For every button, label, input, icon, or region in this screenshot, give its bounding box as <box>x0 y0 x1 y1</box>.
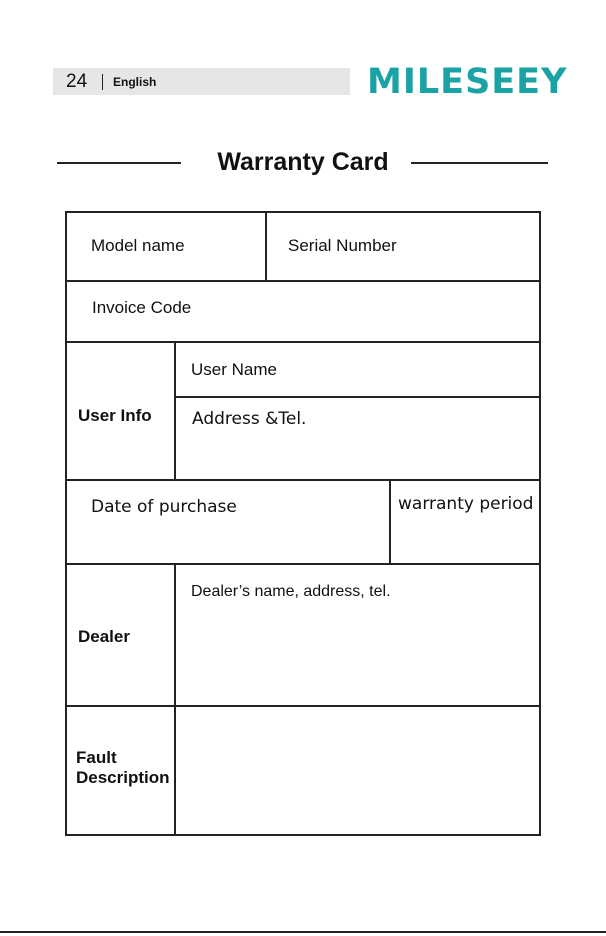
header-divider <box>102 74 103 90</box>
serial-number-field: Serial Number <box>288 236 397 255</box>
row-divider <box>67 705 539 707</box>
header-bar <box>53 68 350 95</box>
invoice-code-field: Invoice Code <box>92 298 192 317</box>
page-title: Warranty Card <box>217 148 389 176</box>
language-label: English <box>113 75 157 89</box>
dealer-label: Dealer <box>78 627 130 646</box>
page-number: 24 <box>66 71 88 92</box>
user-name-field: User Name <box>191 360 277 379</box>
row-divider <box>67 479 539 481</box>
column-divider <box>174 563 176 834</box>
dealer-details-field: Dealer’s name, address, tel. <box>191 583 391 600</box>
row-divider <box>67 280 539 282</box>
date-of-purchase-field: Date of purchase <box>91 497 237 517</box>
fault-label-line2: Description <box>76 768 170 787</box>
address-tel-field: Address &Tel. <box>192 409 307 429</box>
column-divider <box>265 213 267 280</box>
row-divider <box>175 396 539 398</box>
column-divider <box>174 341 176 479</box>
warranty-period-field: warranty period <box>398 494 534 514</box>
fault-label-line1: Fault <box>76 748 117 767</box>
model-name-field: Model name <box>91 236 185 255</box>
brand-logo: MILESEEY <box>367 62 568 102</box>
user-info-label: User Info <box>78 406 152 425</box>
warranty-card-table <box>65 211 541 836</box>
footer-rule <box>0 931 606 933</box>
row-divider <box>67 563 539 565</box>
column-divider <box>389 479 391 563</box>
title-rule-right <box>411 162 548 164</box>
row-divider <box>67 341 539 343</box>
